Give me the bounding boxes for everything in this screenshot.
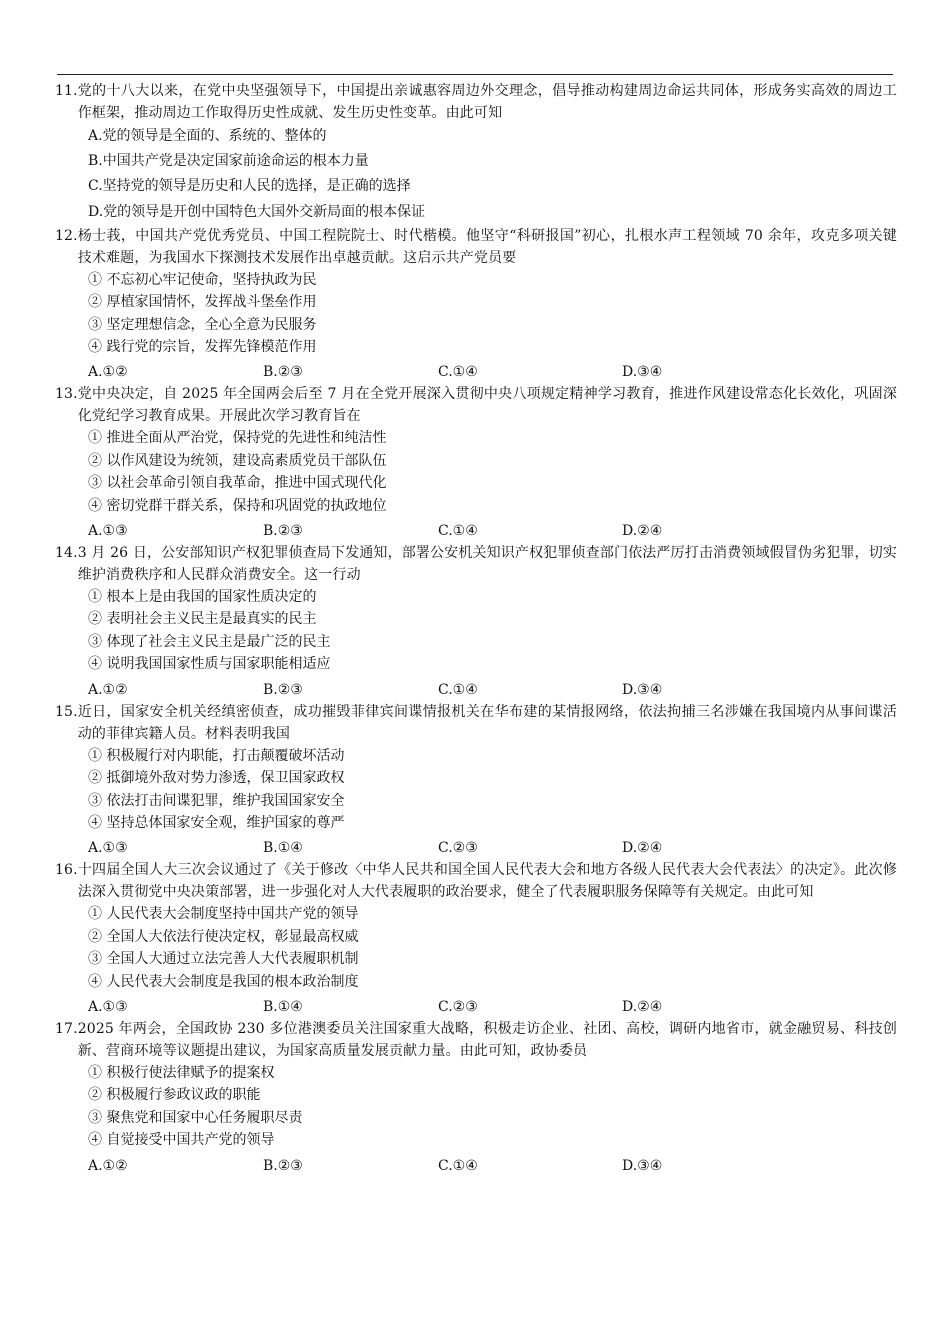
- question-11: [55, 80, 897, 225]
- statement-4: ④ 坚持总体国家安全观，维护国家的尊严: [88, 814, 345, 831]
- answer-c: C.②③: [438, 840, 478, 857]
- statement-4: ④ 人民代表大会制度是我国的根本政治制度: [88, 973, 359, 990]
- answer-d: D.③④: [622, 681, 663, 698]
- answer-d: D.③④: [622, 1157, 663, 1174]
- question-stem: [55, 80, 897, 124]
- answer-choices: [55, 1155, 897, 1177]
- answer-b: B.①④: [263, 998, 303, 1015]
- question-stem: [55, 225, 897, 269]
- answer-c: C.①④: [438, 523, 478, 540]
- option-c: C.坚持党的领导是历史和人民的选择，是正确的选择: [88, 178, 411, 195]
- question-text: 党中央决定，自 2025 年全国两会后至 7 月在全党开展深入贯彻中央八项规定精神学习教育，推进作风建设常态化长效化，巩固深化党纪学习教育成果。开展此次学习教育旨在: [77, 386, 897, 425]
- statement-1: ① 人民代表大会制度坚持中国共产党的领导: [88, 906, 359, 923]
- answer-c: C.①④: [438, 681, 478, 698]
- statement-1: ① 积极履行对内职能，打击颠覆破坏活动: [88, 747, 345, 764]
- question-text: 十四届全国人大三次会议通过了《关于修改〈中华人民共和国全国人民代表大会和地方各级人民代表大会代表法〉的决定》。此次修法深入贯彻党中央决策部署，进一步强化对人大代表履职的政治要求，健全了代表履职服务保障等有关规定。由此可知: [77, 862, 897, 901]
- question-text: 党的十八大以来，在党中央坚强领导下，中国提出亲诚惠容周边外交理念，倡导推动构建周边命运共同体，形成务实高效的周边工作框架，推动周边工作取得历史性成就、发生历史性变革。由此可知: [77, 83, 897, 121]
- answer-choices: [55, 520, 897, 542]
- answer-a: A.①③: [88, 998, 128, 1015]
- answer-choices: [55, 837, 897, 859]
- header-rule: [57, 74, 893, 75]
- answer-d: D.②④: [622, 998, 663, 1015]
- answer-b: B.①④: [263, 840, 303, 857]
- statement-1: ① 推进全面从严治党，保持党的先进性和纯洁性: [88, 430, 387, 447]
- answer-choices: [55, 679, 897, 701]
- option-d: D.党的领导是开创中国特色大国外交新局面的根本保证: [88, 203, 426, 220]
- question-stem: [55, 701, 897, 745]
- answer-choices: [55, 996, 897, 1018]
- question-stem: [55, 859, 897, 903]
- question-number: 13.: [55, 386, 78, 403]
- question-text: 近日，国家安全机关经缜密侦查，成功摧毁菲律宾间谍情报机关在华布建的某情报网络，依法拘捕三名涉嫌在我国境内从事间谍活动的菲律宾籍人员。材料表明我国: [77, 703, 897, 742]
- statement-2: ② 抵御境外敌对势力渗透，保卫国家政权: [88, 770, 345, 787]
- statement-2: ② 表明社会主义民主是最真实的民主: [88, 611, 317, 628]
- question-stem: [55, 383, 897, 427]
- question-text: 3 月 26 日，公安部知识产权犯罪侦查局下发通知，部署公安机关知识产权犯罪侦查部门依法严厉打击消费领域假冒伪劣犯罪，切实维护消费秩序和人民群众消费安全。这一行动: [77, 545, 897, 584]
- question-stem: [55, 542, 897, 586]
- statement-2: ② 以作风建设为统领，建设高素质党员干部队伍: [88, 452, 387, 469]
- answer-c: C.①④: [438, 364, 478, 381]
- question-number: 16.: [55, 862, 78, 879]
- question-stem: [55, 1018, 897, 1062]
- statement-1: ① 根本上是由我国的国家性质决定的: [88, 589, 317, 606]
- answer-choices: [55, 361, 897, 383]
- answer-a: A.①②: [88, 681, 128, 698]
- statement-3: ③ 以社会革命引领自我革命，推进中国式现代化: [88, 475, 387, 492]
- option-b: B.中国共产党是决定国家前途命运的根本力量: [88, 153, 369, 170]
- answer-a: A.①③: [88, 840, 128, 857]
- question-number: 15.: [55, 703, 78, 720]
- statement-4: ④ 密切党群干群关系，保持和巩固党的执政地位: [88, 497, 387, 514]
- question-number: 17.: [55, 1020, 78, 1037]
- question-16: [55, 859, 897, 1018]
- statement-3: ③ 体现了社会主义民主是最广泛的民主: [88, 633, 331, 650]
- statement-3: ③ 聚焦党和国家中心任务履职尽责: [88, 1109, 303, 1126]
- question-text: 杨士莪，中国共产党优秀党员、中国工程院院士、时代楷模。他坚守“科研报国”初心，扎根水声工程领域 70 余年，攻克多项关键技术难题，为我国水下探测技术发展作出卓越贡献。这启示共产党员要: [77, 227, 897, 266]
- question-17: [55, 1018, 897, 1177]
- question-number: 12.: [55, 227, 78, 244]
- answer-a: A.①②: [88, 1157, 128, 1174]
- answer-d: D.③④: [622, 364, 663, 381]
- question-text: 2025 年两会，全国政协 230 多位港澳委员关注国家重大战略，积极走访企业、社团、高校，调研内地省市，就金融贸易、科技创新、营商环境等议题提出建议，为国家高质量发展贡献力量。由此可知，政协委员: [77, 1020, 897, 1059]
- question-15: [55, 701, 897, 860]
- question-13: [55, 383, 897, 542]
- answer-b: B.②③: [263, 364, 303, 381]
- statement-4: ④ 说明我国国家性质与国家职能相适应: [88, 656, 331, 673]
- question-number: 14.: [55, 545, 78, 562]
- answer-d: D.②④: [622, 523, 663, 540]
- statement-3: ③ 依法打击间谍犯罪，维护我国国家安全: [88, 792, 345, 809]
- statement-3: ③ 全国人大通过立法完善人大代表履职机制: [88, 951, 359, 968]
- question-list: [55, 80, 897, 1177]
- statement-4: ④ 自觉接受中国共产党的领导: [88, 1132, 275, 1149]
- answer-b: B.②③: [263, 681, 303, 698]
- question-12: [55, 225, 897, 384]
- option-a: A.党的领导是全面的、系统的、整体的: [88, 128, 327, 144]
- answer-a: A.①③: [88, 523, 128, 540]
- answer-d: D.②④: [622, 840, 663, 857]
- statement-1: ① 积极行使法律赋予的提案权: [88, 1064, 275, 1081]
- answer-b: B.②③: [263, 1157, 303, 1174]
- answer-c: C.②③: [438, 998, 478, 1015]
- answer-c: C.①④: [438, 1157, 478, 1174]
- statement-1: ① 不忘初心牢记使命，坚持执政为民: [88, 271, 317, 288]
- statement-2: ② 厚植家国情怀，发挥战斗堡垒作用: [88, 294, 317, 311]
- question-number: 11.: [55, 83, 78, 99]
- answer-b: B.②③: [263, 523, 303, 540]
- answer-a: A.①②: [88, 364, 128, 381]
- statement-3: ③ 坚定理想信念，全心全意为民服务: [88, 316, 317, 333]
- statement-2: ② 积极履行参政议政的职能: [88, 1087, 261, 1104]
- question-14: [55, 542, 897, 701]
- statement-4: ④ 践行党的宗旨，发挥先锋模范作用: [88, 339, 317, 356]
- statement-2: ② 全国人大依法行使决定权，彰显最高权威: [88, 928, 359, 945]
